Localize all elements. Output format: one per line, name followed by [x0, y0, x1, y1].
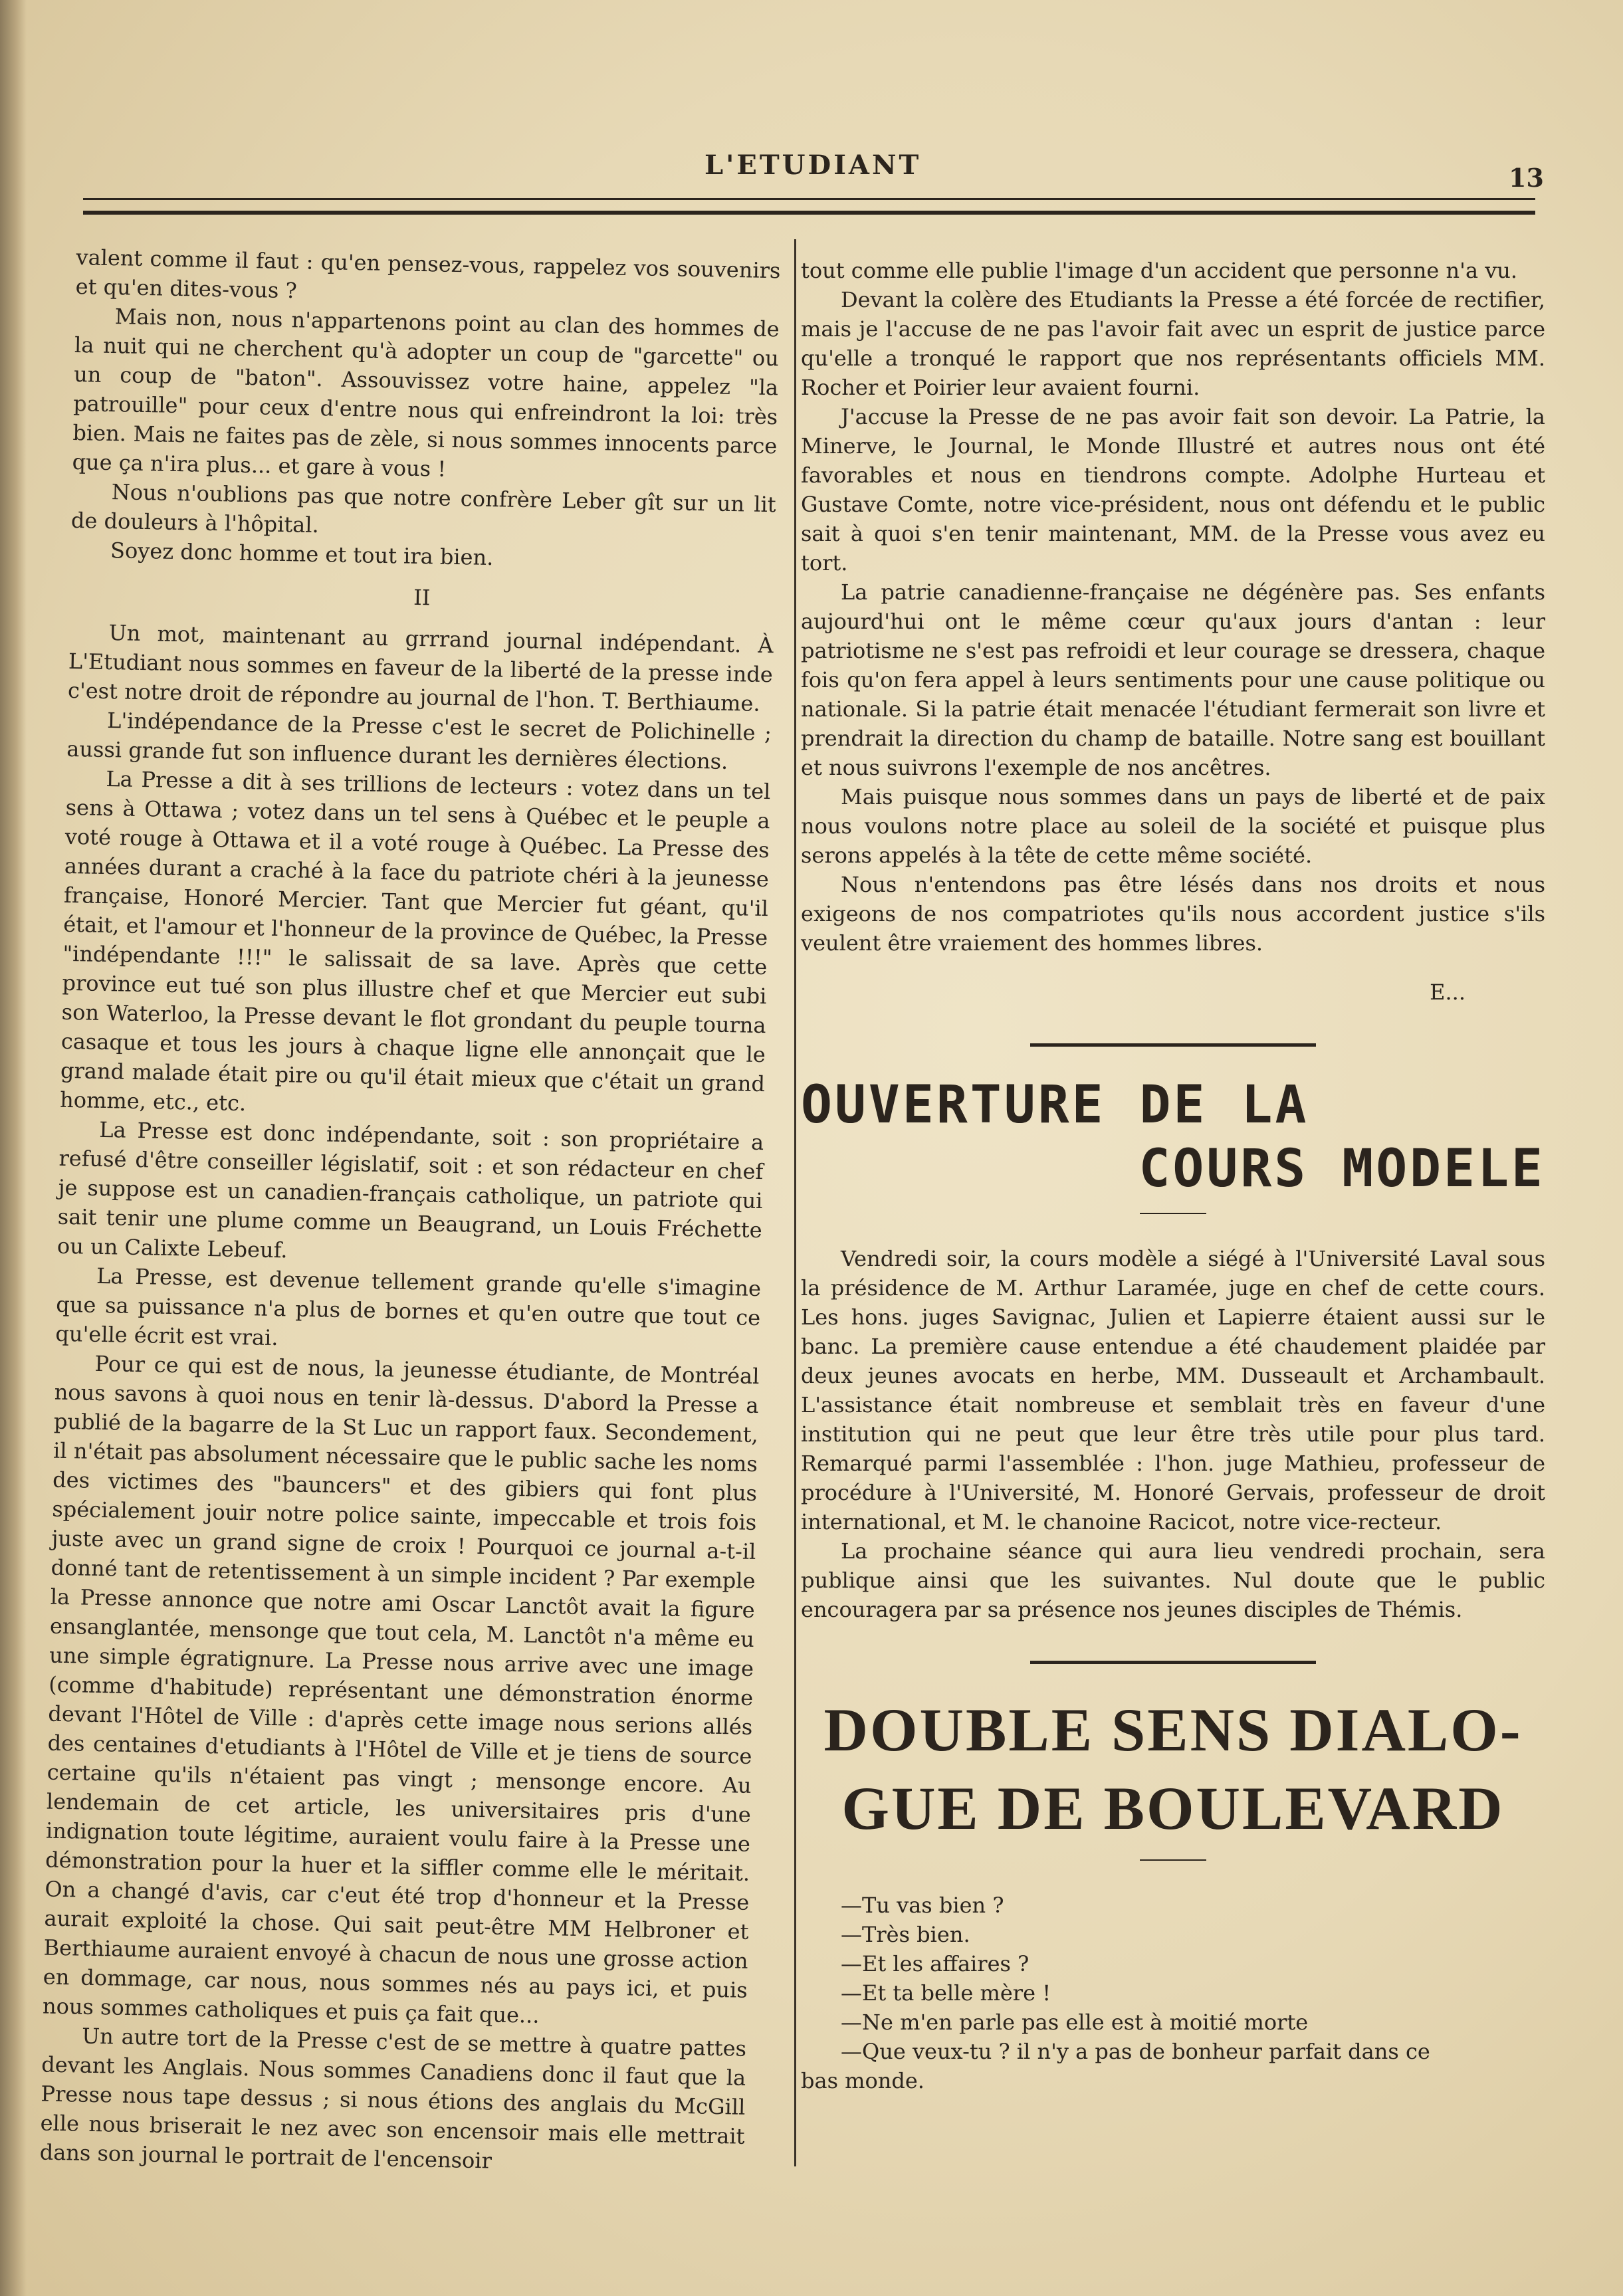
section-rule	[1030, 1043, 1316, 1047]
paragraph: La Presse, est devenue tellement grande qu'elle s'imagine que sa puissance n'a plus de bornes et qu'en outre que tout ce qu'elle écrit est vrai.	[55, 1263, 762, 1351]
dialogue-line: —Ne m'en parle pas elle est à moitié morte	[841, 2010, 1309, 2035]
paragraph: J'accuse la Presse de ne pas avoir fait son devoir. La Patrie, la Minerve, le Journal, le Monde Illustré et autres nous ont été favorables et nous en tiendrons compte. Adolphe Hurteau et Gustave Comte, notre vice-président, nous ont défendu et le public sait à quoi s'en tenir maintenant, MM. de la Presse vous avez eu tort.	[801, 404, 1545, 575]
paragraph: La prochaine séance qui aura lieu vendredi prochain, sera publique ainsi que les suivantes. Nul doute que le public encouragera par sa présence nos jeunes disciples de Thémis.	[801, 1538, 1545, 1622]
paragraph: Nous n'entendons pas être lésés dans nos droits et nous exigeons de nos compatriotes qu'ils nous accordent justice s'ils veulent être vraiement des hommes libres.	[801, 872, 1545, 956]
heading-line: DOUBLE SENS DIALO-	[823, 1696, 1523, 1764]
dialogue-block	[801, 1891, 1545, 2095]
paragraph: valent comme il faut : qu'en pensez-vous, rappelez vos souvenirs et qu'en dites-vous ?	[75, 244, 781, 304]
paragraph: Devant la colère des Etudiants la Presse a été forcée de rectifier, mais je l'accuse de ne pas l'avoir fait avec un esprit de justice parce qu'elle a tronqué le rapport que nos représentants officiels MM. Rocher et Poirier leur avaient fourni.	[801, 287, 1545, 400]
paragraph: La Presse est donc indépendante, soit : son propriétaire a refusé d'être conseiller législatif, soit : et son rédacteur en chef je suppose est un canadien-français catholique, un patriote qui sait tenir une plume comme un Beaugrand, un Louis Fréchette ou un Calixte Lebeuf.	[56, 1116, 764, 1263]
heading-underline	[1140, 1859, 1206, 1861]
dialogue-line: —Tu vas bien ?	[841, 1893, 1004, 1918]
dialogue-line: —Et les affaires ?	[841, 1951, 1029, 1976]
left-column	[39, 243, 780, 2180]
dialogue-line: —Et ta belle mère !	[841, 1980, 1051, 2006]
page-number: 13	[1509, 163, 1544, 193]
dialogue-line: —Que veux-tu ? il n'y a pas de bonheur parfait dans ce	[841, 2039, 1430, 2064]
paragraph: Mais non, nous n'appartenons point au clan des hommes de la nuit qui ne cherchent qu'à adopter un coup de "garcette" ou un coup de "baton". Assouvissez votre haine, appelez "la patrouille" pour ceux d'entre nous qui enfreindront la loi: très bien. Mais ne faites pas de zèle, si nous sommes innocents parce que ça n'ira plus... et gare à vous !	[72, 304, 780, 482]
paragraph: Vendredi soir, la cours modèle a siégé à l'Université Laval sous la présidence de M. Arthur Laramée, juge en chef de cette cours. Les hons. juges Savignac, Julien et Lapierre étaient aussi sur le banc. La première cause entendue a été chaudement plaidée par deux jeunes avocats en herbe, MM. Dusseault et Archambault. L'assistance était nombreuse et semblait très en faveur d'une institution qui ne peut que leur être très utile pour plus tard. Remarqué parmi l'assemblée : l'hon. juge Mathieu, professeur de procédure à l'Université, M. Honoré Gervais, professeur de droit international, et M. le chanoine Racicot, notre vice-recteur.	[801, 1246, 1545, 1534]
article-signature: E...	[1430, 980, 1465, 1005]
heading-line: OUVERTURE DE LA	[801, 1075, 1309, 1135]
dialogue-line: bas monde.	[801, 2068, 924, 2093]
heading-underline	[1140, 1213, 1206, 1214]
paragraph: Nous n'oublions pas que notre confrère Leber gît sur un lit de douleurs à l'hôpital.	[70, 479, 776, 538]
right-column	[801, 256, 1545, 2095]
section-number: II	[413, 584, 431, 611]
paragraph: tout comme elle publie l'image d'un accident que personne n'a vu.	[801, 258, 1518, 283]
section-rule	[1030, 1661, 1316, 1664]
article-heading-dialogue	[801, 1691, 1545, 1847]
article-heading-cours-modele	[801, 1073, 1545, 1201]
paragraph: La Presse a dit à ses trillions de lecteurs : votez dans un tel sens à Ottawa ; votez dans un tel sens à Québec et le peuple a voté rouge à Ottawa et il a voté rouge à Québec. La Presse des années durant a craché à la face du patriote chéri à la jeunesse française, Honoré Mercier. Tant que Mercier fut géant, qu'il était, et l'amour et l'honneur de la province de Québec, la Presse "indépendante !!!" le salissait de sa lave. Après que cette province eut tué son plus illustre chef et que Mercier eut subi son Waterloo, la Presse devant le flot grondant du peuple tourna casaque et tous les jours à chaque ligne elle annonçait que le grand malade était pire ou qu'il était mieux que c'était un grand homme, etc., etc.	[59, 766, 771, 1116]
page-gutter-shadow	[0, 0, 27, 2296]
heading-line: GUE DE BOULEVARD	[841, 1774, 1505, 1842]
paragraph: Mais puisque nous sommes dans un pays de liberté et de paix nous voulons notre place au soleil de la société et puisque plus serons appelés à la tête de cette même société.	[801, 784, 1545, 868]
dialogue-line: —Très bien.	[841, 1922, 970, 1947]
paragraph: La patrie canadienne-française ne dégénère pas. Ses enfants aujourd'hui ont le même cœur qu'aux jours d'antan : leur patriotisme ne s'est pas refroidi et leur courage se dressera, chaque fois qu'on fera appel à leurs sentiments pour une cause politique ou nationale. Si la patrie était menacée l'étudiant fermerait son livre et prendrait la direction du champ de bataille. Notre sang est bouillant et nous suivrons l'exemple de nos ancêtres.	[801, 579, 1545, 780]
paragraph: Soyez donc homme et tout ira bien.	[110, 538, 494, 571]
paragraph: L'indépendance de la Presse c'est le secret de Polichinelle ; aussi grande fut son influence durant les dernières élections.	[66, 708, 772, 774]
paragraph: Un autre tort de la Presse c'est de se mettre à quatre pattes devant les Anglais. Nous sommes Canadiens donc il faut que la Presse nous tape dessus ; si nous étions des anglais du McGill elle nous briserait le nez avec son encensoir mais elle mettrait dans son journal le portrait de l'encensoir	[39, 2023, 747, 2174]
paragraph: Un mot, maintenant au grrrand journal indépendant. À L'Etudiant nous sommes en faveur de la liberté de la presse inde c'est notre droit de répondre au journal de l'hon. T. Berthiaume.	[67, 620, 774, 716]
running-head-title: L'ETUDIANT	[704, 150, 922, 181]
header-rule	[83, 198, 1535, 215]
heading-line: COURS MODELE	[1138, 1139, 1545, 1199]
column-divider	[794, 239, 796, 2166]
paragraph: Pour ce qui est de nous, la jeunesse étudiante, de Montréal nous savons à quoi nous en tenir là-dessus. D'abord la Presse a publié de la bagarre de la St Luc un rapport faux. Secondement, il n'était pas absolument nécessaire que le public sache les noms des victimes des "bauncers" et des gibiers qui font plus spécialement jouir notre police sainte, impeccable et trois fois juste avec un grand signe de croix ! Pourquoi ce journal a-t-il donné tant de retentissement à un simple incident ? Par exemple la Presse annonce que notre ami Oscar Lanctôt avait la figure ensanglantée, mensonge que tout cela, M. Lanctôt n'a même eu une simple égratignure. La Presse nous arrive avec une image (comme d'habitude) représentant une démonstration énorme devant l'Hôtel de Ville : d'après cette image nous serions allés des centaines d'etudiants à l'Hôtel de Ville et je tiens de source certaine qu'ils n'étaient pas vingt ; mensonge encore. Au lendemain de cet article, les universitaires pris d'une indignation toute légitime, auraient voulu faire à la Presse une démonstration pour la huer et la siffler comme elle le méritait. On a changé d'avis, car c'eut été trop d'honneur et la Presse aurait exploité la chose. Qui sait peut-être MM Helbroner et Berthiaume auraient envoyé à chacun de nous une grosse action en dommage, car nous, nous sommes nés au pays ici, et puis nous sommes catholiques et puis ça fait que...	[42, 1350, 760, 2028]
